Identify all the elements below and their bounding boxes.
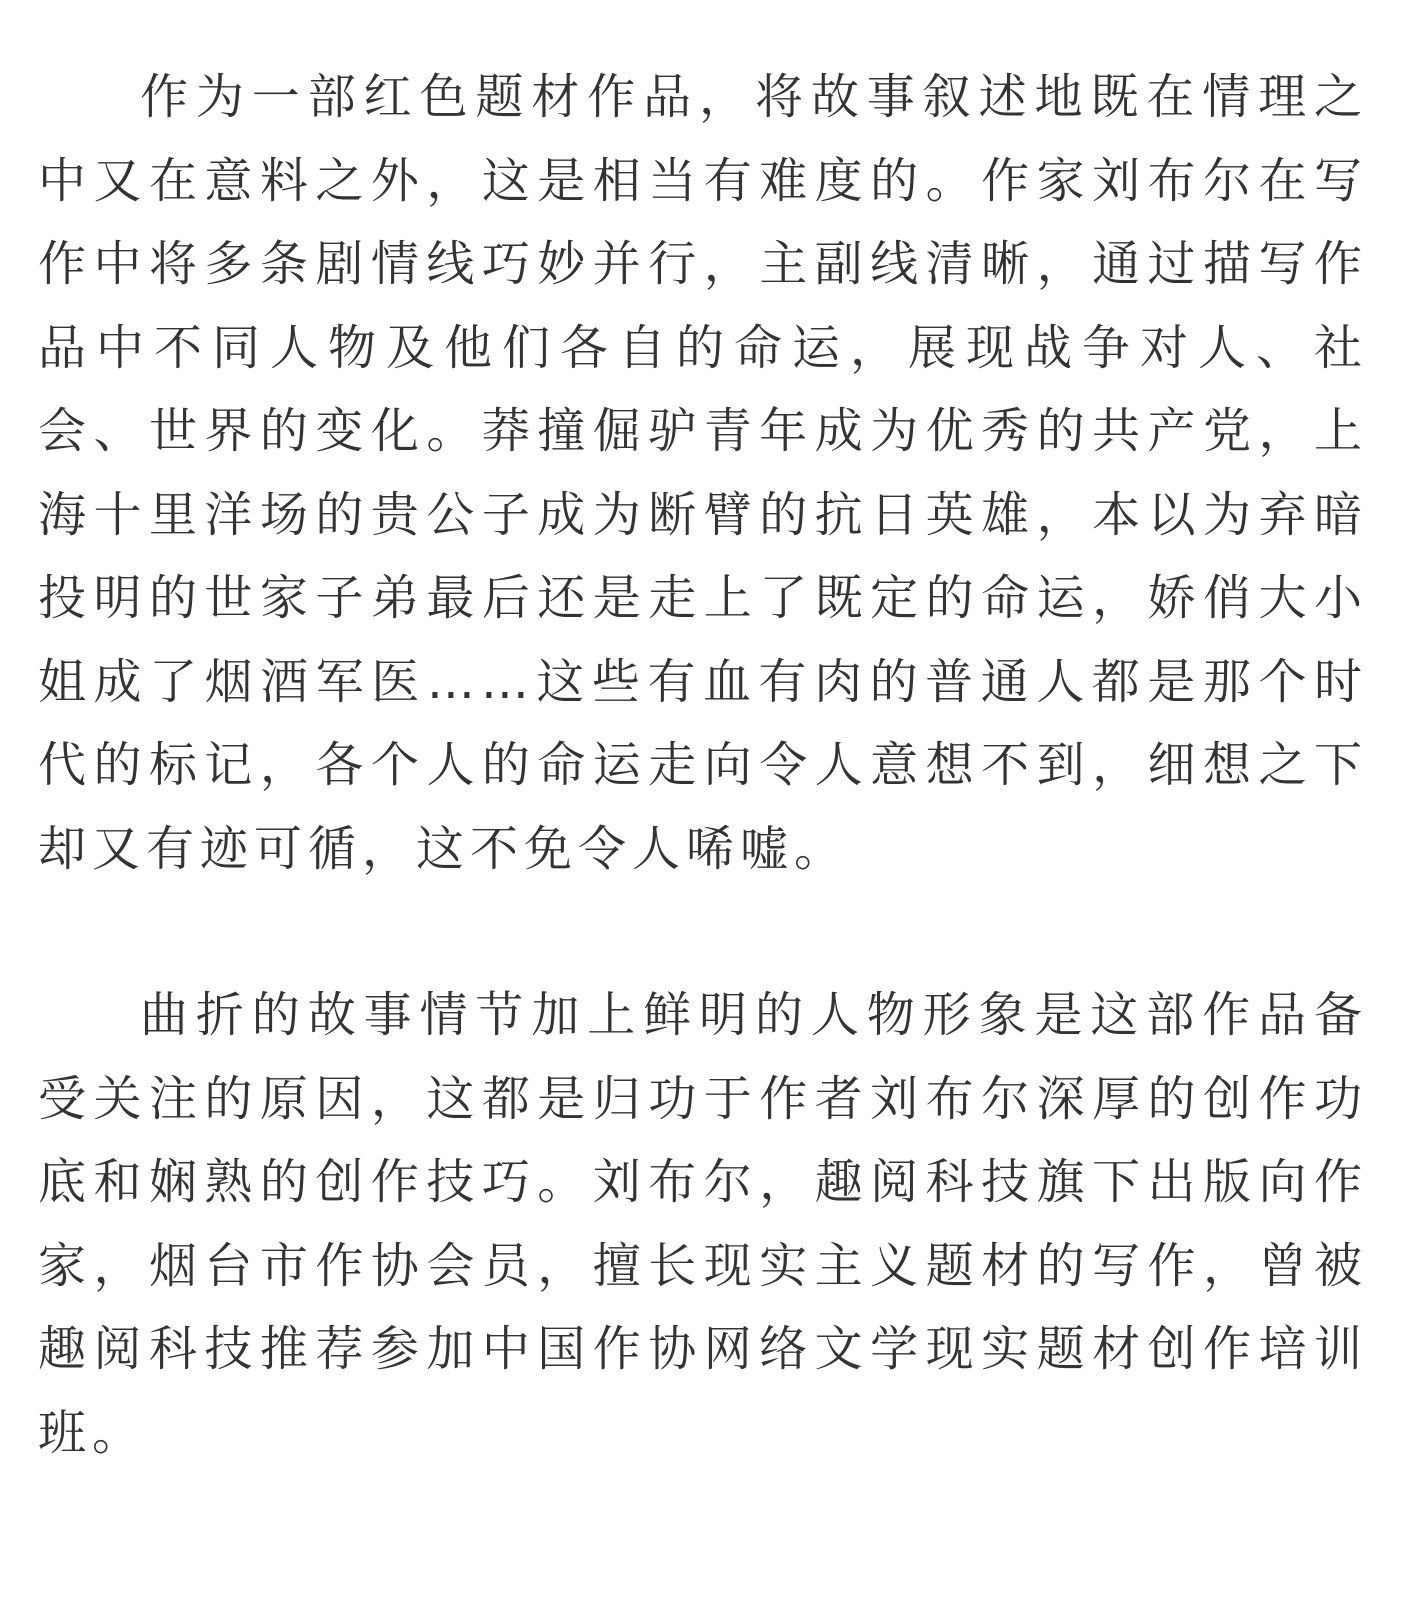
article-paragraph-2: 曲折的故事情节加上鲜明的人物形象是这部作品备受关注的原因，这都是归功于作者刘布尔深厚的创作功底和娴熟的创作技巧。刘布尔，趣阅科技旗下出版向作家，烟台市作协会员，擅长现实主义题材的写作，曾被趣阅科技推荐参加中国作协网络文学现实题材创作培训班。 (38, 987, 1368, 1461)
article-paragraph-1: 作为一部红色题材作品，将故事叙述地既在情理之中又在意料之外，这是相当有难度的。作家刘布尔在写作中将多条剧情线巧妙并行，主副线清晰，通过描写作品中不同人物及他们各自的命运，展现战争对人、社会、世界的变化。莽撞倔驴青年成为优秀的共产党，上海十里洋场的贵公子成为断臂的抗日英雄，本以为弃暗投明的世家子弟最后还是走上了既定的命运，娇俏大小姐成了烟酒军医……这些有血有肉的普通人都是那个时代的标记，各个人的命运走向令人意想不到，细想之下却又有迹可循，这不免令人唏嘘。 (38, 69, 1368, 877)
article-body (38, 56, 1368, 1475)
